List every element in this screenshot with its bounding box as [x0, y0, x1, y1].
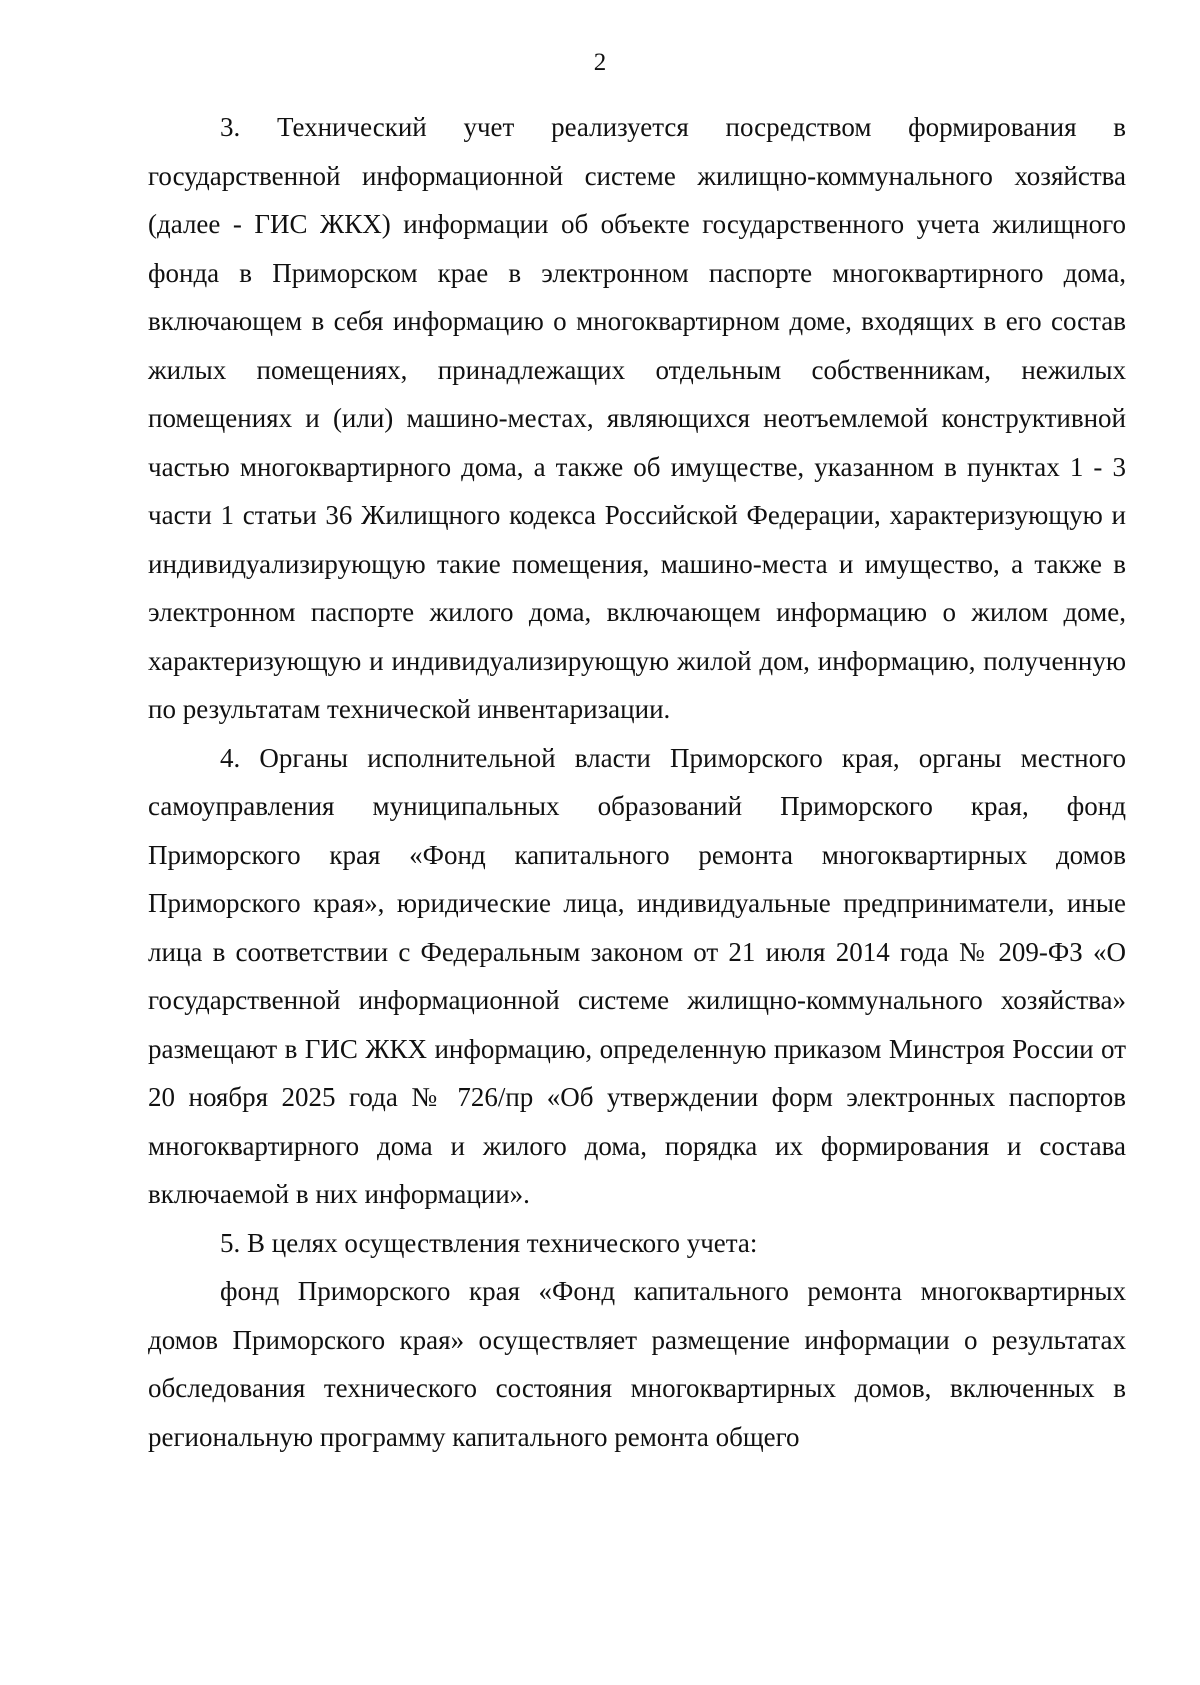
- document-body: [148, 103, 1126, 1461]
- paragraph-5: 5. В целях осуществления технического учета:: [220, 1227, 758, 1258]
- paragraph-5-fund: фонд Приморского края «Фонд капитального ремонта многоквартирных домов Приморского края» осуществляет размещение информации о результатах обследования технического состояния многоквартирных домов, включенных в региональную программу капитального ремонта общего: [148, 1276, 1126, 1452]
- page-number: 2: [593, 49, 607, 76]
- paragraph-3: 3. Технический учет реализуется посредством формирования в государственной информационной системе жилищно-коммунального хозяйства (далее - ГИС ЖКХ) информации об объекте государственного учета жилищного фонда в Приморском крае в электронном паспорте многоквартирного дома, включающем в себя информацию о многоквартирном доме, входящих в его состав жилых помещениях, принадлежащих отдельным собственникам, нежилых помещениях и (или) машино-местах, являющихся неотъемлемой конструктивной частью многоквартирного дома, а также об имуществе, указанном в пунктах 1 - 3 части 1 статьи 36 Жилищного кодекса Российской Федерации, характеризующую и индивидуализирующую такие помещения, машино-места и имущество, а также в электронном паспорте жилого дома, включающем информацию о жилом доме, характеризующую и индивидуализирующую жилой дом, информацию, полученную по результатам технической инвентаризации.: [148, 112, 1126, 724]
- paragraph-4: 4. Органы исполнительной власти Приморского края, органы местного самоуправления муниципальных образований Приморского края, фонд Приморского края «Фонд капитального ремонта многоквартирных домов Приморского края», юридические лица, индивидуальные предприниматели, иные лица в соответствии с Федеральным законом от 21 июля 2014 года № 209-ФЗ «О государственной информационной системе жилищно-коммунального хозяйства» размещают в ГИС ЖКХ информацию, определенную приказом Минстроя России от 20 ноября 2025 года № 726/пр «Об утверждении форм электронных паспортов многоквартирного дома и жилого дома, порядка их формирования и состава включаемой в них информации».: [148, 742, 1126, 1209]
